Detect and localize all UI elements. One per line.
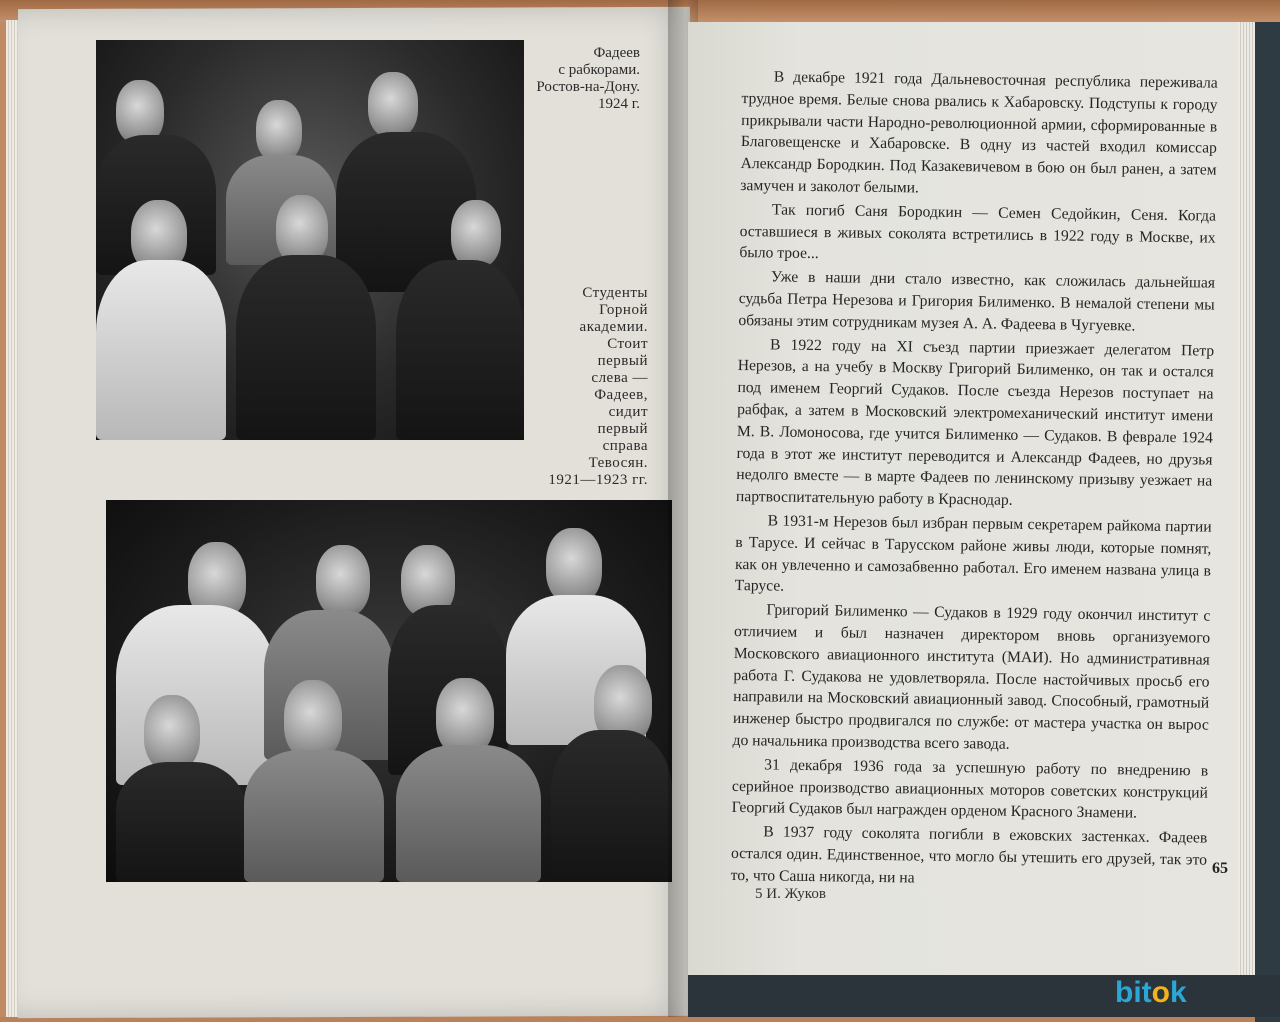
signature-mark: 5 И. Жуков [755, 886, 826, 902]
photo-caption-top: Фадеев с рабкорами. Ростов-на-Дону. 1924 г. [536, 45, 640, 112]
watermark-logo [1115, 976, 1187, 1010]
paragraph: Уже в наши дни стало известно, как сложилась дальнейшая судьба Петра Нерезова и Григория Билименко. В немалой степени мы обязаны этим сотрудникам музея А. А. Фадеева в Чугуевке. [738, 268, 1216, 335]
photo-fadeev-with-rabkors [96, 40, 524, 440]
paragraph: В 1922 году на XI съезд партии приезжает делегатом Петр Нерезов, а на учебу в Москву Григорий Билименко, он так и остался под именем Георгий Судаков. После съезда Нерезов поступает на рабфак, а затем в Московский электромеханический институт имени М. В. Ломоносова, где учится Билименко — Судаков. В феврале 1924 года в этот же институт переводится и Александр Фадеев, но друзья недолго вместе — в марте Фадеев по ленинскому призыву уезжает на партвоспитательную работу в Краснодар. [735, 335, 1215, 509]
watermark-part: bit [1115, 976, 1152, 1009]
book-cover-bottom [688, 975, 1280, 1017]
paragraph: В 1931-м Нерезов был избран первым секретарем райкома партии в Тарусе. И сейчас в Тарусском районе живы люди, которые помнят, как он увлеченно и самозабвенно работал. Его именем названа улица в Тарусе. [734, 512, 1212, 595]
paragraph: Так погиб Саня Бородкин — Семен Седойкин, Сеня. Когда оставшиеся в живых соколята встретились в 1922 году в Москве, их было трое... [739, 201, 1217, 263]
photo-caption-middle: Студенты Горной академии. Стоит первый слева — Фадеев, сидит первый справа Тевосян. 1921—1923 гг. [548, 285, 648, 488]
watermark-part: o [1151, 976, 1170, 1009]
body-text [731, 66, 1218, 895]
page-number: 65 [1212, 860, 1228, 877]
photo-mining-academy-students [106, 500, 672, 882]
paragraph: В декабре 1921 года Дальневосточная республика переживала трудное время. Белые снова рвались к Хабаровску. Подступы к городу прикрывали части Народно-революционной армии, сформированные в Благовещенске и Хабаровске. В одну из частей входил комиссар Александр Бородкин. Под Казакевичевом в бою он был ранен, а затем замучен и заколот белыми. [740, 68, 1218, 197]
book-cover-edge [1255, 22, 1280, 1022]
paragraph: В 1937 году соколята погибли в ежовских застенках. Фадеев остался один. Единственное, что могло бы утешить его друзей, так это то, что Саша никогда, ни на [730, 823, 1208, 887]
paragraph: Григорий Билименко — Судаков в 1929 году окончил институт с отличием и был назначен директором вновь организуемого Московского авиационного института (МАИ). Но административная работа Г. Судакова не удовлетворяла. После настойчивых просьб его направили на Московский авиационный завод. Способный, грамотный инженер быстро продвигался по службе: от мастера участка он вырос до начальника производства всего завода. [732, 601, 1211, 753]
paragraph: 31 декабря 1936 года за успешную работу по внедрению в серийное производство авиационных моторов советских конструкций Георгий Судаков был награжден орденом Красного Знамени. [731, 756, 1209, 822]
watermark-part: k [1169, 976, 1187, 1009]
